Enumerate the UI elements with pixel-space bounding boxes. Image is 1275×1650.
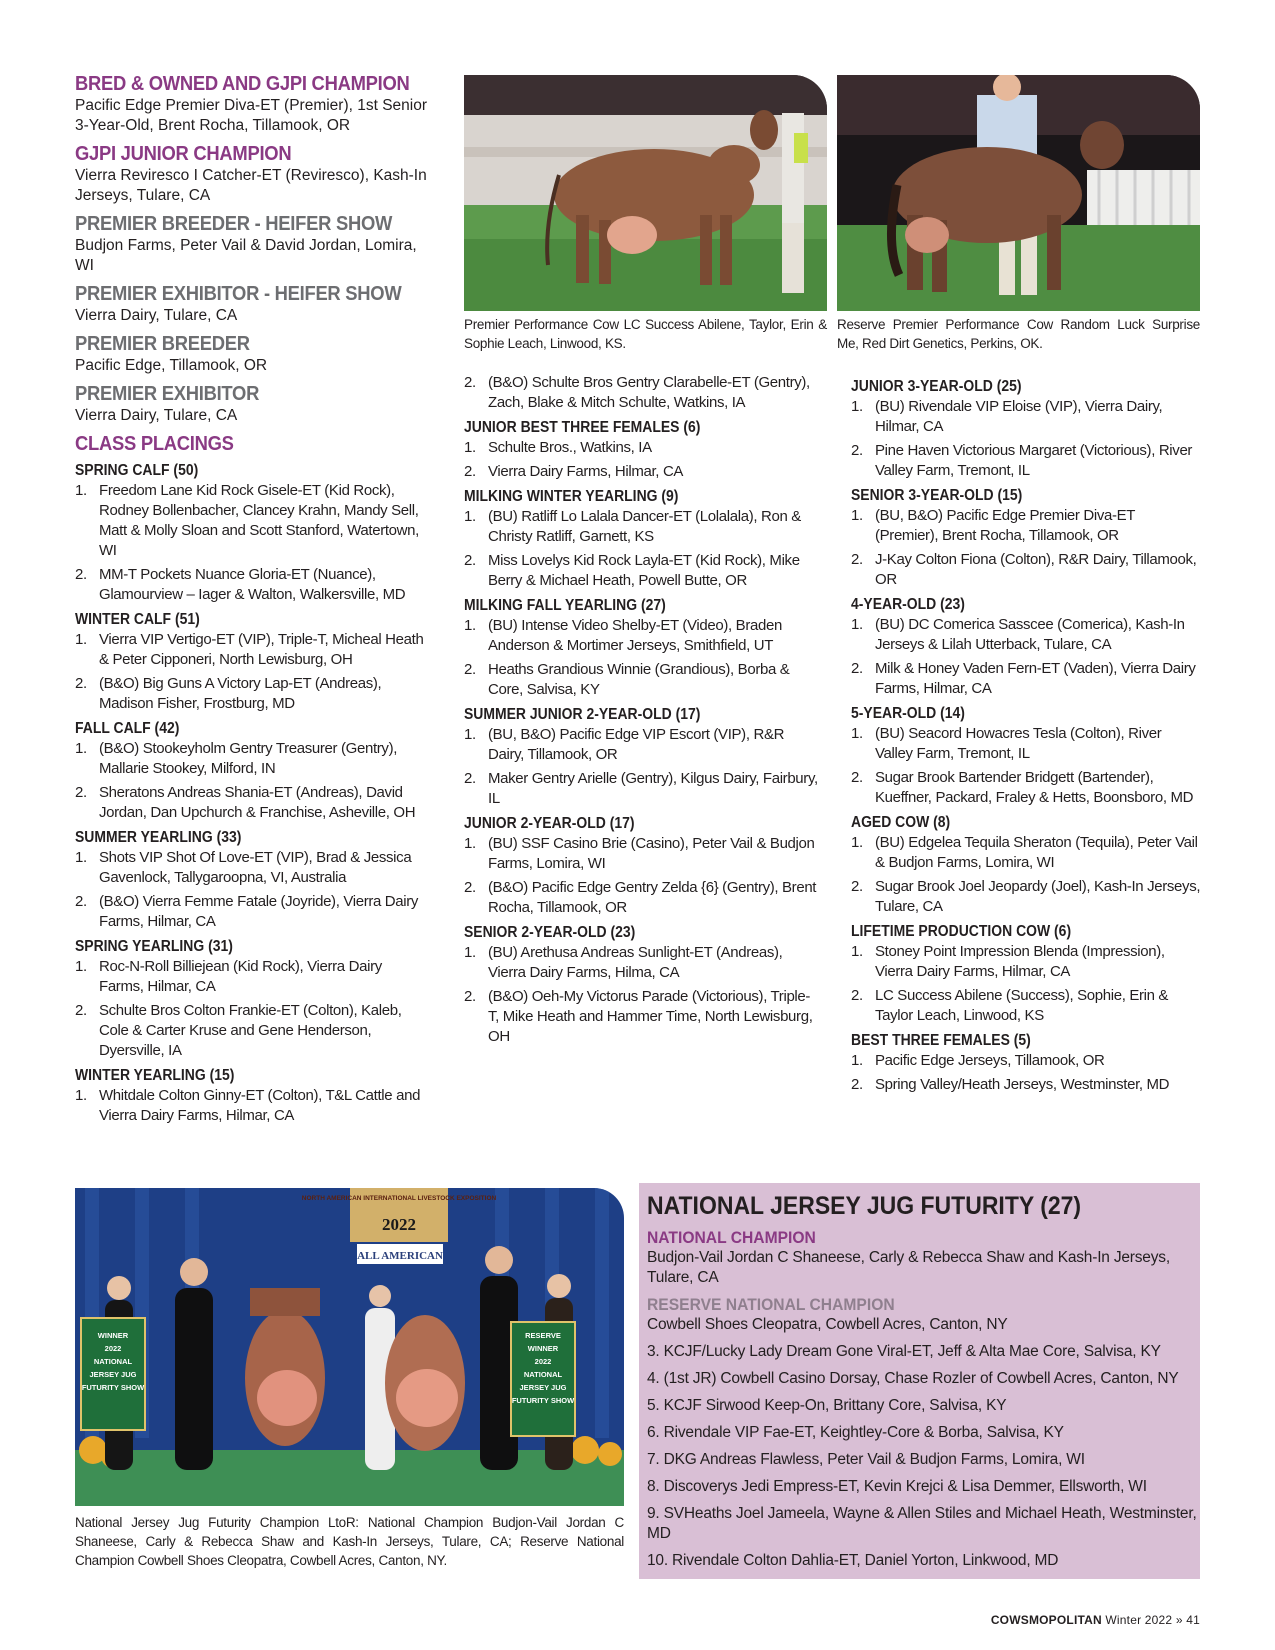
- jug-title: NATIONAL JERSEY JUG FUTURITY (27): [647, 1192, 1082, 1220]
- class-heading: WINTER YEARLING (15): [75, 1067, 235, 1084]
- jug-champion-text: Budjon-Vail Jordan C Shaneese, Carly & Rebecca Shaw and Kash-In Jerseys, Tulare, CA: [647, 1249, 1170, 1286]
- placing-text: Vierra Dairy Farms, Hilmar, CA: [488, 463, 684, 480]
- placing-list: [464, 616, 819, 700]
- placing-list: [464, 943, 819, 1047]
- placing-text: (BU) Arethusa Andreas Sunlight-ET (Andreas), Vierra Dairy Farms, Hilma, CA: [488, 944, 783, 981]
- placing-list: [464, 834, 819, 918]
- award-text: Vierra Dairy, Tulare, CA: [75, 307, 238, 324]
- class-heading: SPRING CALF (50): [75, 462, 199, 479]
- class-heading: SPRING YEARLING (31): [75, 938, 233, 955]
- placing-list: [464, 725, 819, 809]
- class-heading: AGED COW (8): [851, 814, 951, 831]
- class-heading: SUMMER JUNIOR 2-YEAR-OLD (17): [464, 706, 701, 723]
- class-heading: LIFETIME PRODUCTION COW (6): [851, 923, 1072, 940]
- placing-text: (B&O) Oeh-My Victorus Parade (Victorious), Triple-T, Mike Heath and Hammer Time, North Lewisburg, OH: [488, 988, 813, 1045]
- placing-text: Whitdale Colton Ginny-ET (Colton), T&L Cattle and Vierra Dairy Farms, Hilmar, CA: [99, 1087, 421, 1124]
- placing-item: [851, 724, 1201, 764]
- placing-number: 2.: [851, 769, 863, 786]
- placing-text: (BU) Rivendale VIP Eloise (VIP), Vierra Dairy, Hilmar, CA: [875, 398, 1163, 435]
- placing-item: [75, 739, 430, 779]
- placing-item: [464, 660, 819, 700]
- sign-line: WINNER: [97, 1331, 129, 1340]
- placing-number: 1.: [851, 834, 863, 851]
- award-heading: PREMIER BREEDER: [75, 333, 250, 355]
- jug-placing-row: 7. DKG Andreas Flawless, Peter Vail & Budjon Farms, Lomira, WI: [647, 1451, 1085, 1468]
- placing-list: [75, 848, 430, 932]
- jug-placing-row: 4. (1st JR) Cowbell Casino Dorsay, Chase Rozler of Cowbell Acres, Canton, NY: [647, 1370, 1179, 1387]
- placing-number: 2.: [75, 784, 87, 801]
- placing-item: [75, 1001, 430, 1061]
- award-text: Vierra Dairy, Tulare, CA: [75, 407, 238, 424]
- placing-text: Milk & Honey Vaden Fern-ET (Vaden), Vierra Dairy Farms, Hilmar, CA: [875, 660, 1196, 697]
- placing-text: (BU) Ratliff Lo Lalala Dancer-ET (Lolalala), Ron & Christy Ratliff, Garnett, KS: [488, 508, 801, 545]
- placing-list: [75, 957, 430, 1061]
- jug-champion-label: NATIONAL CHAMPION: [647, 1228, 816, 1247]
- placing-item: [851, 441, 1201, 481]
- placing-text: Shots VIP Shot Of Love-ET (VIP), Brad & Jessica Gavenlock, Tallygaroopna, VI, Australia: [99, 849, 412, 886]
- placing-number: 1.: [464, 944, 476, 961]
- placing-number: 1.: [464, 835, 476, 852]
- placing-number: 1.: [851, 725, 863, 742]
- placing-number: 2.: [464, 552, 476, 569]
- placing-number: 2.: [75, 566, 87, 583]
- class-heading: 5-YEAR-OLD (14): [851, 705, 965, 722]
- placing-number: 2.: [464, 661, 476, 678]
- sign-line: 2022: [104, 1344, 122, 1353]
- placing-item: [464, 462, 819, 482]
- placing-number: 2.: [851, 987, 863, 1004]
- class-heading: WINTER CALF (51): [75, 611, 200, 628]
- placing-text: Pacific Edge Jerseys, Tillamook, OR: [875, 1052, 1105, 1069]
- jug-placing-row: 5. KCJF Sirwood Keep-On, Brittany Core, Salvisa, KY: [647, 1397, 1007, 1414]
- placing-text: Maker Gentry Arielle (Gentry), Kilgus Dairy, Fairbury, IL: [488, 770, 818, 807]
- award-text: Pacific Edge, Tillamook, OR: [75, 357, 268, 374]
- placing-item: [464, 725, 819, 765]
- class-heading: MILKING FALL YEARLING (27): [464, 597, 666, 614]
- placing-item: [851, 550, 1201, 590]
- placing-item: [851, 506, 1201, 546]
- banner-top-text: NORTH AMERICAN INTERNATIONAL LIVESTOCK EXPOSITION: [301, 1195, 497, 1202]
- class-placings-title: CLASS PLACINGS: [75, 433, 234, 455]
- placing-text: LC Success Abilene (Success), Sophie, Erin & Taylor Leach, Linwood, KS: [875, 987, 1169, 1024]
- jersey-jug-futurity-box: [639, 1183, 1200, 1579]
- jug-placing-row: 3. KCJF/Lucky Lady Dream Gone Viral-ET, Jeff & Alta Mae Core, Salvisa, KY: [647, 1343, 1161, 1360]
- middle-lead-list: [464, 373, 819, 413]
- placing-number: 1.: [75, 958, 87, 975]
- class-heading: SENIOR 3-YEAR-OLD (15): [851, 487, 1023, 504]
- placing-number: 1.: [75, 631, 87, 648]
- placing-number: 1.: [75, 482, 87, 499]
- jug-placing-row: 8. Discoverys Jedi Empress-ET, Kevin Krejci & Lisa Demmer, Ellsworth, WI: [647, 1478, 1147, 1495]
- placing-text: (B&O) Pacific Edge Gentry Zelda {6} (Gentry), Brent Rocha, Tillamook, OR: [488, 879, 817, 916]
- placing-number: 2.: [851, 442, 863, 459]
- placing-list: [851, 833, 1201, 917]
- placing-item: [464, 943, 819, 983]
- placing-item: [75, 565, 430, 605]
- placing-item: [464, 373, 819, 413]
- placing-number: 2.: [75, 1002, 87, 1019]
- placing-text: Vierra VIP Vertigo-ET (VIP), Triple-T, Micheal Heath & Peter Cipponeri, North Lewisburg, OH: [99, 631, 424, 668]
- placing-number: 1.: [464, 617, 476, 634]
- placing-number: 1.: [851, 507, 863, 524]
- award-text: Budjon Farms, Peter Vail & David Jordan, Lomira, WI: [75, 237, 417, 274]
- sign-line: FUTURITY SHOW: [81, 1383, 145, 1392]
- placing-item: [75, 957, 430, 997]
- photo-jersey-jug-caption: National Jersey Jug Futurity Champion LtoR: National Champion Budjon-Vail Jordan C Shaneese, Carly & Rebecca Shaw and Kash-In Jerseys, Tulare, CA; Reserve National Champion Cowbell Shoes Cleopatra, Cowbell Acres, Canton, NY.: [75, 1515, 624, 1568]
- placing-text: J-Kay Colton Fiona (Colton), R&R Dairy, Tillamook, OR: [875, 551, 1197, 588]
- placing-item: [464, 878, 819, 918]
- placing-number: 2.: [464, 879, 476, 896]
- class-heading: SUMMER YEARLING (33): [75, 829, 242, 846]
- middle-class-list: [464, 417, 819, 1047]
- placing-item: [75, 674, 430, 714]
- placing-number: 1.: [851, 398, 863, 415]
- placing-item: [851, 833, 1201, 873]
- jug-reserve-label: RESERVE NATIONAL CHAMPION: [647, 1295, 895, 1314]
- placing-item: [464, 987, 819, 1047]
- placing-item: [75, 783, 430, 823]
- placing-text: Sugar Brook Joel Jeopardy (Joel), Kash-In Jerseys, Tulare, CA: [875, 878, 1201, 915]
- jug-placing-row: 6. Rivendale VIP Fae-ET, Keightley-Core & Borba, Salvisa, KY: [647, 1424, 1064, 1441]
- placing-item: [851, 877, 1201, 917]
- photo-reserve-performance-cow-caption: Reserve Premier Performance Cow Random Luck Surprise Me, Red Dirt Genetics, Perkins, OK.: [837, 317, 1200, 351]
- class-heading: JUNIOR 2-YEAR-OLD (17): [464, 815, 635, 832]
- placing-text: (B&O) Schulte Bros Gentry Clarabelle-ET (Gentry), Zach, Blake & Mitch Schulte, Watkins, IA: [488, 374, 810, 411]
- placing-text: (BU) Edgelea Tequila Sheraton (Tequila), Peter Vail & Budjon Farms, Lomira, WI: [875, 834, 1198, 871]
- class-heading: MILKING WINTER YEARLING (9): [464, 488, 679, 505]
- award-sections: [75, 72, 430, 426]
- banner-year: 2022: [382, 1215, 416, 1234]
- placing-number: 1.: [464, 726, 476, 743]
- placing-text: Freedom Lane Kid Rock Gisele-ET (Kid Rock), Rodney Bollenbacher, Clancey Krahn, Mandy Sell, Matt & Molly Sloan and Scott Stanford, Watertown, WI: [99, 482, 419, 559]
- photo-performance-cow-caption: Premier Performance Cow LC Success Abilene, Taylor, Erin & Sophie Leach, Linwood, KS.: [464, 317, 827, 351]
- jug-placing-row: 9. SVHeaths Joel Jameela, Wayne & Allen Stiles and Michael Heath, Westminster, MD: [647, 1505, 1197, 1542]
- sign-line: 2022: [534, 1357, 552, 1366]
- page-footer: [991, 1613, 1200, 1627]
- placing-list: [851, 397, 1201, 481]
- award-heading: PREMIER EXHIBITOR: [75, 383, 260, 405]
- placing-item: [75, 630, 430, 670]
- placing-text: (BU) Intense Video Shelby-ET (Video), Braden Anderson & Mortimer Jerseys, Smithfield, UT: [488, 617, 782, 654]
- placing-item: [75, 1086, 430, 1126]
- placing-item: [75, 848, 430, 888]
- placing-item: [75, 481, 430, 561]
- placing-item: [851, 942, 1201, 982]
- placing-text: Pine Haven Victorious Margaret (Victorious), River Valley Farm, Tremont, IL: [875, 442, 1193, 479]
- sign-line: RESERVE: [525, 1331, 561, 1340]
- class-heading: FALL CALF (42): [75, 720, 180, 737]
- banner-all-american: ALL AMERICAN: [357, 1250, 443, 1262]
- placing-text: Stoney Point Impression Blenda (Impression), Vierra Dairy Farms, Hilmar, CA: [875, 943, 1165, 980]
- photo-reserve-performance-cow: [837, 75, 1200, 311]
- placing-text: (BU) Seacord Howacres Tesla (Colton), River Valley Farm, Tremont, IL: [875, 725, 1162, 762]
- jug-reserve-text: Cowbell Shoes Cleopatra, Cowbell Acres, Canton, NY: [647, 1316, 1008, 1333]
- placing-item: [464, 616, 819, 656]
- placing-text: Miss Lovelys Kid Rock Layla-ET (Kid Rock), Mike Berry & Michael Heath, Powell Butte, OR: [488, 552, 800, 589]
- sign-line: JERSEY JUG: [89, 1370, 137, 1379]
- award-heading: PREMIER BREEDER - HEIFER SHOW: [75, 213, 393, 235]
- placing-item: [464, 438, 819, 458]
- placing-text: Sheratons Andreas Shania-ET (Andreas), David Jordan, Dan Upchurch & Franchise, Asheville, OH: [99, 784, 416, 821]
- placing-text: Schulte Bros., Watkins, IA: [488, 439, 652, 456]
- sign-line: NATIONAL: [523, 1370, 563, 1379]
- placing-list: [851, 942, 1201, 1026]
- placing-text: (B&O) Vierra Femme Fatale (Joyride), Vierra Dairy Farms, Hilmar, CA: [99, 893, 419, 930]
- placing-text: Spring Valley/Heath Jerseys, Westminster, MD: [875, 1076, 1170, 1093]
- placing-item: [851, 397, 1201, 437]
- placing-number: 1.: [851, 943, 863, 960]
- placing-list: [464, 438, 819, 482]
- placing-list: [464, 507, 819, 591]
- middle-column: [464, 373, 819, 1051]
- placing-item: [75, 892, 430, 932]
- footer-brand: COWSMOPOLITAN: [990, 1613, 1102, 1627]
- placing-text: (B&O) Big Guns A Victory Lap-ET (Andreas), Madison Fisher, Frostburg, MD: [99, 675, 382, 712]
- class-heading: JUNIOR 3-YEAR-OLD (25): [851, 378, 1022, 395]
- placing-text: Heaths Grandious Winnie (Grandious), Borba & Core, Salvisa, KY: [488, 661, 790, 698]
- placing-text: (B&O) Stookeyholm Gentry Treasurer (Gentry), Mallarie Stookey, Milford, IN: [99, 740, 398, 777]
- placing-number: 1.: [75, 849, 87, 866]
- placing-text: Roc-N-Roll Billiejean (Kid Rock), Vierra Dairy Farms, Hilmar, CA: [99, 958, 382, 995]
- award-text: Vierra Reviresco I Catcher-ET (Reviresco), Kash-In Jerseys, Tulare, CA: [75, 167, 427, 204]
- right-column: [851, 375, 1201, 1099]
- placing-number: 2.: [464, 988, 476, 1005]
- placing-item: [851, 659, 1201, 699]
- placing-list: [75, 739, 430, 823]
- placing-list: [851, 1051, 1201, 1095]
- placing-number: 1.: [464, 439, 476, 456]
- placing-number: 1.: [851, 1052, 863, 1069]
- placing-number: 1.: [464, 508, 476, 525]
- placing-item: [464, 834, 819, 874]
- class-heading: JUNIOR BEST THREE FEMALES (6): [464, 419, 701, 436]
- placing-text: Sugar Brook Bartender Bridgett (Bartender), Kueffner, Packard, Fraley & Hetts, Boonsboro, MD: [875, 769, 1194, 806]
- jug-placing-row: 10. Rivendale Colton Dahlia-ET, Daniel Yorton, Linkwood, MD: [647, 1552, 1059, 1569]
- placing-text: (BU) SSF Casino Brie (Casino), Peter Vail & Budjon Farms, Lomira, WI: [488, 835, 815, 872]
- placing-text: (BU, B&O) Pacific Edge Premier Diva-ET (Premier), Brent Rocha, Tillamook, OR: [875, 507, 1135, 544]
- photo-jersey-jug-champions: [75, 1188, 624, 1506]
- placing-item: [851, 1051, 1201, 1071]
- class-heading: BEST THREE FEMALES (5): [851, 1032, 1031, 1049]
- class-heading: 4-YEAR-OLD (23): [851, 596, 965, 613]
- sign-line: NATIONAL: [93, 1357, 133, 1366]
- class-heading: SENIOR 2-YEAR-OLD (23): [464, 924, 636, 941]
- placing-number: 1.: [75, 1087, 87, 1104]
- placing-list: [75, 1086, 430, 1126]
- placing-number: 2.: [464, 463, 476, 480]
- right-class-list: [851, 376, 1201, 1095]
- placing-number: 2.: [851, 878, 863, 895]
- jug-placings: [647, 1342, 1200, 1571]
- placing-number: 2.: [75, 893, 87, 910]
- footer-issue: Winter 2022 » 41: [1105, 1613, 1200, 1627]
- placing-text: Schulte Bros Colton Frankie-ET (Colton), Kaleb, Cole & Carter Kruse and Gene Henderson, Dyersville, IA: [99, 1002, 402, 1059]
- sign-line: WINNER: [527, 1344, 559, 1353]
- placing-item: [851, 768, 1201, 808]
- placing-text: (BU) DC Comerica Sasscee (Comerica), Kash-In Jerseys & Lilah Utterback, Tulare, CA: [875, 616, 1185, 653]
- placing-number: 2.: [464, 770, 476, 787]
- placing-number: 2.: [75, 675, 87, 692]
- award-heading: GJPI JUNIOR CHAMPION: [75, 143, 292, 165]
- placing-item: [851, 1075, 1201, 1095]
- sign-line: JERSEY JUG: [519, 1383, 567, 1392]
- placing-number: 1.: [851, 616, 863, 633]
- placing-list: [851, 506, 1201, 590]
- award-heading: BRED & OWNED AND GJPI CHAMPION: [75, 73, 410, 95]
- placing-text: (BU, B&O) Pacific Edge VIP Escort (VIP), R&R Dairy, Tillamook, OR: [488, 726, 785, 763]
- placing-list: [851, 724, 1201, 808]
- placing-list: [75, 630, 430, 714]
- award-heading: PREMIER EXHIBITOR - HEIFER SHOW: [75, 283, 402, 305]
- placing-item: [851, 615, 1201, 655]
- placing-item: [464, 769, 819, 809]
- placing-item: [464, 551, 819, 591]
- photo-performance-cow: [464, 75, 827, 311]
- left-class-list: [75, 460, 430, 1126]
- placing-item: [851, 986, 1201, 1026]
- left-column: [75, 72, 430, 1130]
- placing-list: [851, 615, 1201, 699]
- sign-line: FUTURITY SHOW: [511, 1396, 575, 1405]
- award-text: Pacific Edge Premier Diva-ET (Premier), 1st Senior 3-Year-Old, Brent Rocha, Tillamook, OR: [75, 97, 428, 134]
- placing-text: MM-T Pockets Nuance Gloria-ET (Nuance), Glamourview – Iager & Walton, Walkersville, MD: [99, 566, 406, 603]
- placing-item: [464, 507, 819, 547]
- placing-number: 2.: [464, 374, 476, 391]
- placing-list: [75, 481, 430, 605]
- placing-number: 2.: [851, 551, 863, 568]
- placing-number: 1.: [75, 740, 87, 757]
- placing-number: 2.: [851, 660, 863, 677]
- placing-number: 2.: [851, 1076, 863, 1093]
